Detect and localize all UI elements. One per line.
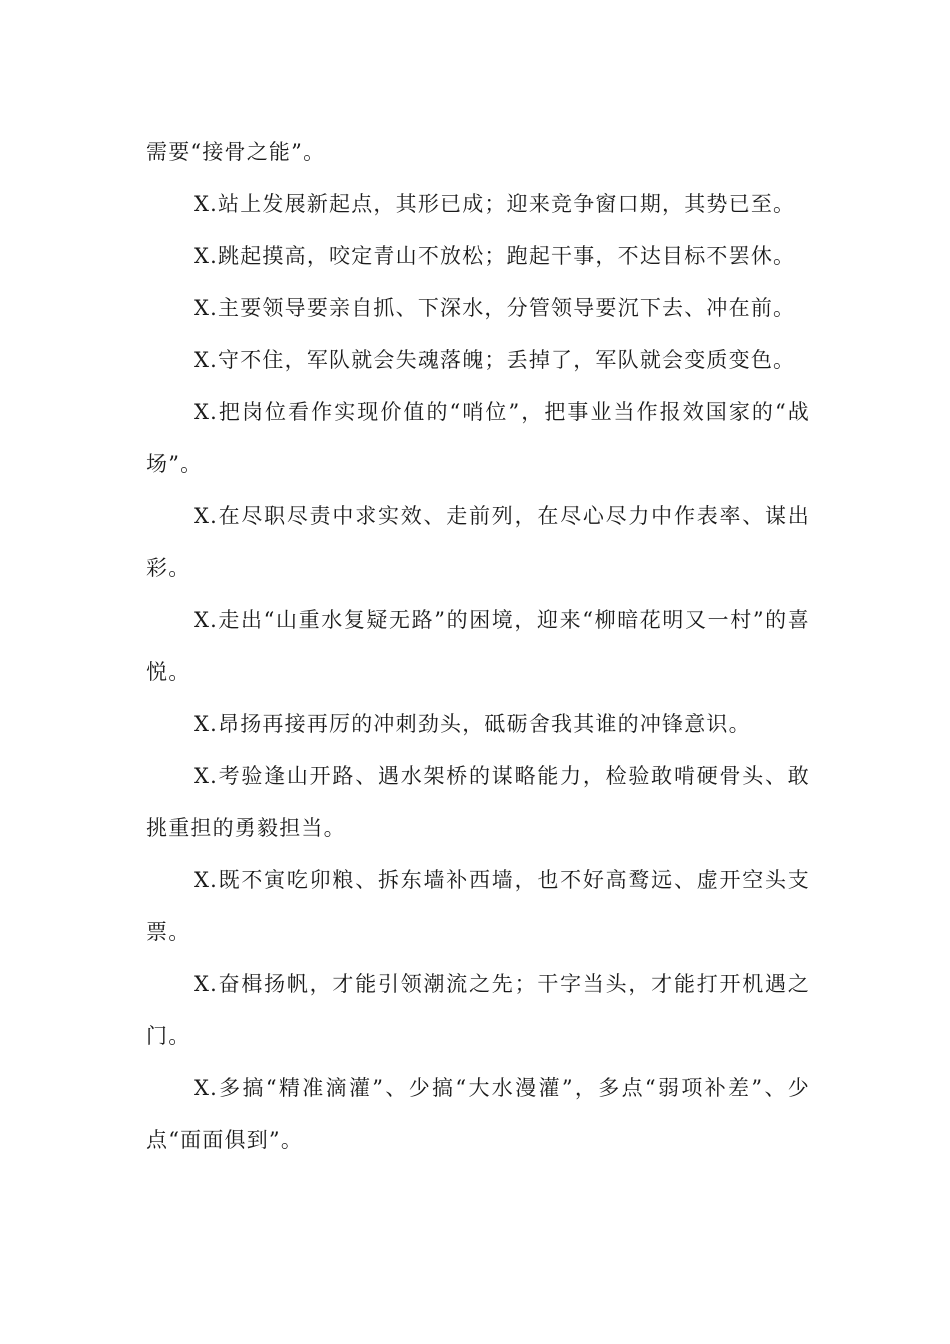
paragraph: X.多搞“精准滴灌”、少搞“大水漫灌”，多点“弱项补差”、少点“面面俱到”。	[146, 1076, 810, 1152]
paragraph: X.走出“山重水复疑无路”的困境，迎来“柳暗花明又一村”的喜悦。	[146, 608, 810, 684]
paragraph-continuation: 需要“接骨之能”。	[146, 140, 326, 164]
paragraph: X.站上发展新起点，其形已成；迎来竞争窗口期，其势已至。	[194, 192, 796, 216]
paragraph: X.既不寅吃卯粮、拆东墙补西墙，也不好高鹜远、虚开空头支票。	[146, 868, 810, 944]
paragraph: X.在尽职尽责中求实效、走前列，在尽心尽力中作表率、谋出彩。	[146, 504, 810, 580]
paragraph: X.昂扬再接再厉的冲刺劲头，砥砺舍我其谁的冲锋意识。	[194, 712, 751, 736]
paragraph: X.跳起摸高，咬定青山不放松；跑起干事，不达目标不罢休。	[194, 244, 796, 268]
paragraph: X.主要领导要亲自抓、下深水，分管领导要沉下去、冲在前。	[194, 296, 796, 320]
document-page	[146, 126, 810, 1166]
paragraph: X.守不住，军队就会失魂落魄；丢掉了，军队就会变质变色。	[194, 348, 796, 372]
paragraph: X.把岗位看作实现价值的“哨位”，把事业当作报效国家的“战场”。	[146, 400, 810, 476]
paragraph: X.奋楫扬帆，才能引领潮流之先；干字当头，才能打开机遇之门。	[146, 972, 810, 1048]
paragraph: X.考验逢山开路、遇水架桥的谋略能力，检验敢啃硬骨头、敢挑重担的勇毅担当。	[146, 764, 810, 840]
